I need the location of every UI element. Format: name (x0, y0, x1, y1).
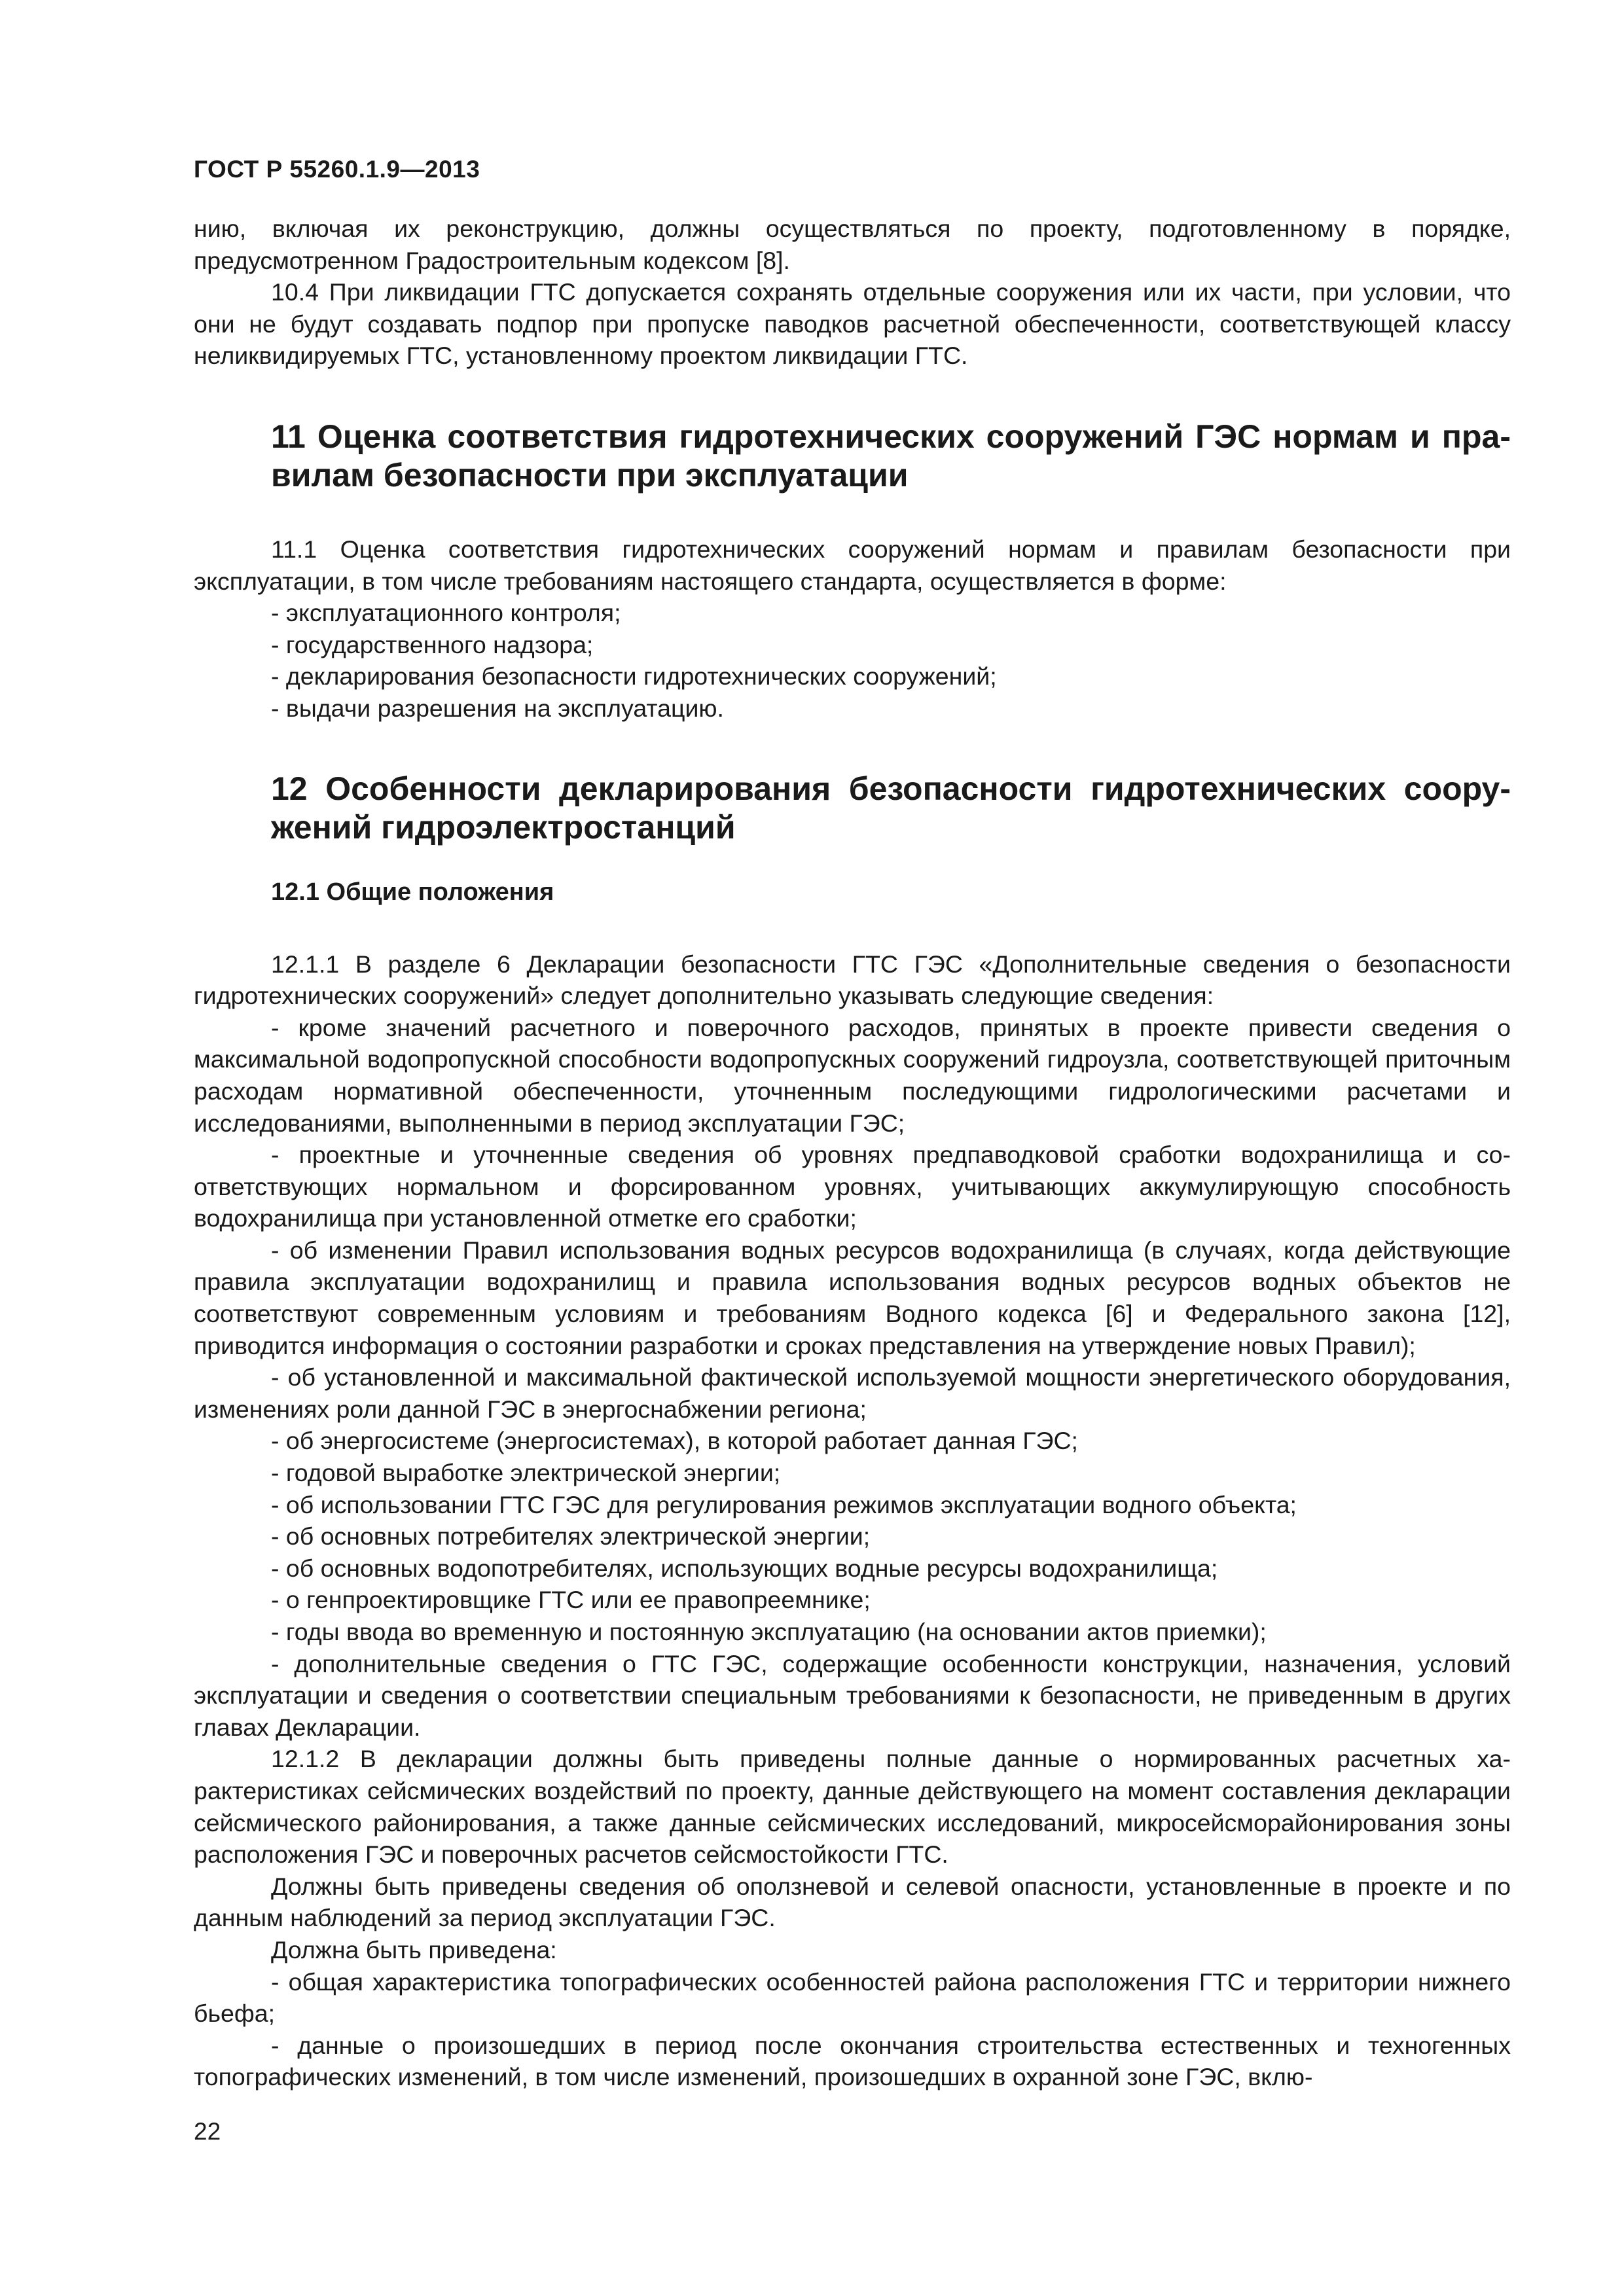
paragraph: - данные о произошедших в период после окончания строительства естественных и техногенных топографических изменений, в том числе изменений, произошедших в охранной зоне ГЭС, вклю- (194, 2031, 1511, 2091)
paragraph: - годовой выработке электрической энергии; (271, 1459, 781, 1487)
paragraph: - об основных водопотребителях, использующих водные ресурсы водохранилища; (271, 1554, 1218, 1582)
paragraph: Должна быть приведена: (271, 1935, 557, 1964)
paragraph: - об энергосистеме (энергосистемах), в которой работает данная ГЭС; (271, 1427, 1078, 1455)
section-12-body (194, 948, 1511, 2093)
subsection-12-1-heading: 12.1 Общие положения (271, 878, 554, 906)
paragraph: - об изменении Правил использования водных ресурсов водохранилища (в случаях, когда действующие правила эксплуатации водохранилищ и правила использования водных ресурсов водных объектов не соответствуют современным условиям и требованиям Водного кодекса [6] и Федерального закона [12], приводится информация о состоянии разработки и сроках представления на утверждение новых Правил); (194, 1236, 1511, 1359)
intro-paragraphs (194, 213, 1511, 372)
section-12-heading: 12 Особенности декларирования безопасности гидротехнических сооружений гидроэлектростанций (271, 770, 1511, 846)
paragraph: 10.4 При ликвидации ГТС допускается сохранять отдельные сооружения или их части, при условии, что они не будут создавать подпор при пропуске паводков расчетной обеспеченности, соответствующей классу неликвидируемых ГТС, установленному проектом ликвидации ГТС. (194, 278, 1511, 370)
paragraph: - кроме значений расчетного и поверочного расходов, принятых в проекте привести сведения о максимальной водопропускной способности водопропускных сооружений гидроузла, соответствующей приточным расходам нормативной обеспеченности, уточненным последующими гидрологическими расчетами и исследованиями, выполненными в период эксплуатации ГЭС; (194, 1013, 1511, 1137)
paragraph: 12.1.2 В декларации должны быть приведены полные данные о нормированных расчетных характеристиках сейсмических воздействий по проекту, данные действующего на момент составления декларации сейсмического районирования, а также данные сейсмических исследований, микросейсморайонирования зоны расположения ГЭС и поверочных расчетов сейсмостойкости ГТС. (194, 1745, 1511, 1869)
paragraph: 11.1 Оценка соответствия гидротехнических сооружений нормам и правилам безопасности при эксплуатации, в том числе требованиям настоящего стандарта, осуществляется в форме: (194, 535, 1511, 595)
section-11-body (194, 533, 1511, 725)
paragraph: - эксплуатационного контроля; (271, 599, 621, 627)
paragraph: нию, включая их реконструкцию, должны осуществляться по проекту, подготовленному в порядке, предусмотренном Градостроительным кодексом [8]. (194, 215, 1511, 274)
paragraph: 12.1.1 В разделе 6 Декларации безопасности ГТС ГЭС «Дополнительные сведения о безопасности гидротехнических сооружений» следует дополнительно указывать следующие сведения: (194, 950, 1511, 1010)
document-code-header: ГОСТ Р 55260.1.9—2013 (194, 156, 480, 183)
paragraph: - об использовании ГТС ГЭС для регулирования режимов эксплуатации водного объекта; (271, 1490, 1297, 1518)
page-content (194, 213, 1511, 2093)
page-number: 22 (194, 2118, 221, 2145)
section-11-heading: 11 Оценка соответствия гидротехнических сооружений ГЭС нормам и правилам безопасности при эксплуатации (271, 418, 1511, 493)
paragraph: Должны быть приведены сведения об оползневой и селевой опасности, установленные в проекте и по данным наблюдений за период эксплуатации ГЭС. (194, 1872, 1511, 1932)
paragraph: - об установленной и максимальной фактической используемой мощности энергетического оборудования, изменениях роли данной ГЭС в энергоснабжении региона; (194, 1363, 1511, 1423)
paragraph: - общая характеристика топографических особенностей района расположения ГТС и территории нижнего бьефа; (194, 1967, 1511, 2028)
paragraph: - государственного надзора; (271, 630, 594, 658)
paragraph: - годы ввода во временную и постоянную эксплуатацию (на основании актов приемки); (271, 1618, 1267, 1645)
paragraph: - об основных потребителях электрической энергии; (271, 1522, 871, 1551)
paragraph: - выдачи разрешения на эксплуатацию. (271, 694, 724, 722)
paragraph: - проектные и уточненные сведения об уровнях предпаводковой сработки водохранилища и соответствующих нормальном и форсированном уровнях, учитывающих аккумулирующую способность водохранилища при установленной отметке его сработки; (194, 1141, 1511, 1232)
paragraph: - дополнительные сведения о ГТС ГЭС, содержащие особенности конструкции, назначения, условий эксплуатации и сведения о соответствии специальным требованиями к безопасности, не приведенным в других главах Декларации. (194, 1649, 1511, 1741)
paragraph: - о генпроектировщике ГТС или ее правопреемнике; (271, 1586, 871, 1614)
paragraph: - декларирования безопасности гидротехнических сооружений; (271, 662, 997, 691)
